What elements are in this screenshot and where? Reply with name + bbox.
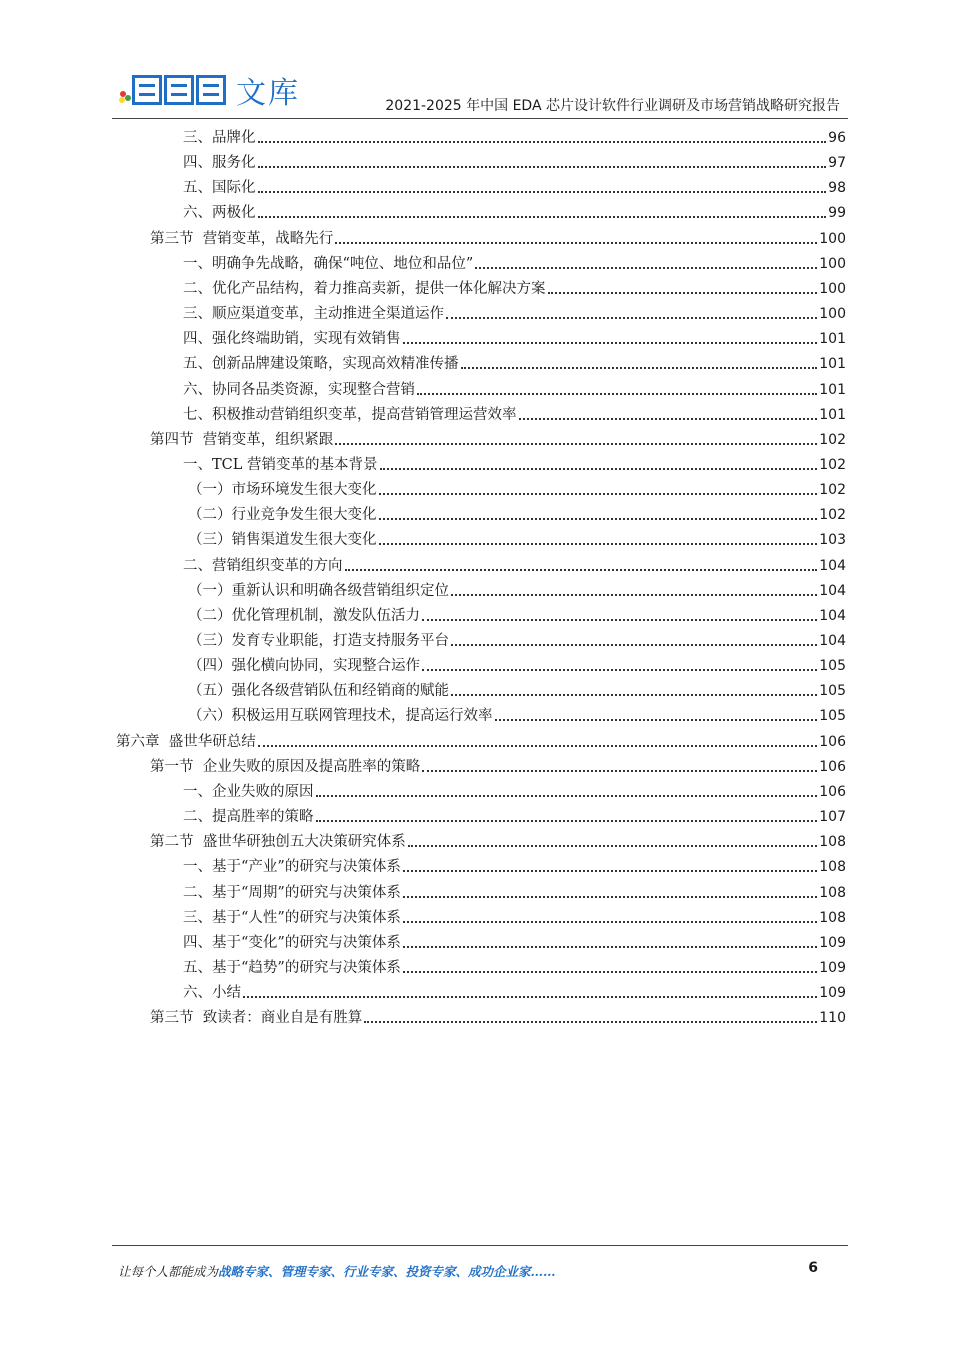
toc-entry[interactable]: [183, 380, 846, 400]
page-number: 6: [808, 1260, 818, 1276]
toc-entry-page: 108: [819, 884, 846, 901]
toc-entry-label: 第六章 盛世华研总结: [116, 733, 256, 750]
toc-entry-label: 二、优化产品结构，着力推高卖新，提供一体化解决方案: [183, 280, 546, 297]
toc-entry-page: 105: [819, 708, 846, 725]
toc-entry-page: 104: [819, 633, 846, 649]
footer-emphasis: 战略专家、管理专家、行业专家、投资专家、成功企业家……: [218, 1264, 556, 1279]
toc-entry-label: 一、明确争先战略，确保“吨位、地位和品位”: [183, 255, 474, 272]
toc-leader: [243, 996, 817, 998]
toc-entry[interactable]: [183, 279, 846, 299]
toc-entry-label: 三、品牌化: [183, 130, 256, 146]
toc-entry[interactable]: [188, 681, 846, 701]
toc-entry[interactable]: [183, 128, 846, 148]
toc-leader: [417, 393, 817, 395]
toc-leader: [461, 367, 818, 369]
logo-dot-green: [125, 95, 131, 101]
toc-entry-page: 106: [819, 733, 846, 750]
toc-leader: [451, 644, 817, 646]
toc-entry-page: 101: [819, 356, 846, 373]
toc-entry-label: 五、创新品牌建设策略，实现高效精准传播: [183, 356, 459, 373]
toc-entry-page: 100: [819, 230, 846, 247]
toc-entry-page: 105: [819, 658, 846, 675]
logo-dot-yellow: [119, 97, 125, 103]
toc-leader: [364, 1021, 817, 1023]
toc-leader: [258, 166, 827, 168]
toc-entry-page: 101: [819, 331, 846, 348]
toc-leader: [316, 795, 818, 797]
toc-leader: [451, 594, 817, 596]
toc-leader: [548, 292, 818, 294]
toc-entry[interactable]: [183, 203, 846, 223]
toc-entry[interactable]: [183, 455, 846, 475]
toc-leader: [403, 971, 817, 973]
logo-dots: [118, 75, 132, 105]
toc-entry-page: 107: [819, 809, 846, 826]
toc-entry[interactable]: [188, 581, 846, 601]
toc-leader: [403, 921, 817, 923]
toc-leader: [379, 543, 818, 545]
toc-entry-label: 第二节 盛世华研独创五大决策研究体系: [150, 834, 406, 851]
toc-leader: [451, 694, 817, 696]
toc-entry[interactable]: [183, 883, 846, 903]
logo-mark-icon: [132, 75, 226, 105]
toc-entry[interactable]: [150, 229, 846, 249]
footer-slogan: [118, 1262, 556, 1280]
toc-entry-page: 97: [828, 155, 846, 172]
toc-entry[interactable]: [183, 983, 846, 1003]
toc-entry-label: （三）发育专业职能，打造支持服务平台: [188, 633, 449, 649]
toc-entry-label: 四、基于“变化”的研究与决策体系: [183, 934, 401, 951]
toc-entry-page: 109: [819, 985, 846, 1002]
toc-entry-page: 108: [819, 859, 846, 876]
header-divider: [112, 118, 848, 119]
toc-entry-page: 108: [819, 834, 846, 851]
toc-leader: [335, 242, 817, 244]
toc-entry[interactable]: [183, 908, 846, 928]
toc-leader: [403, 946, 817, 948]
toc-entry-label: 三、顺应渠道变革，主动推进全渠道运作: [183, 306, 444, 323]
toc-entry[interactable]: [150, 832, 846, 852]
toc-entry-label: 一、基于“产业”的研究与决策体系: [183, 859, 401, 876]
toc-entry[interactable]: [188, 631, 846, 651]
toc-entry[interactable]: [183, 329, 846, 349]
toc-entry-label: （五）强化各级营销队伍和经销商的赋能: [188, 683, 449, 700]
toc-entry-page: 104: [819, 582, 846, 599]
report-title: 2021-2025 年中国 EDA 芯片设计软件行业调研及市场营销战略研究报告: [385, 98, 840, 114]
toc-entry-label: 第三节 致读者：商业自是有胜算: [150, 1010, 363, 1027]
toc-leader: [422, 619, 817, 621]
toc-entry-label: 四、服务化: [183, 155, 256, 172]
toc-entry[interactable]: [188, 480, 846, 500]
toc-entry[interactable]: [183, 178, 846, 198]
toc-entry-label: （一）重新认识和明确各级营销组织定位: [188, 582, 449, 599]
toc-entry-label: （二）行业竞争发生很大变化: [188, 507, 377, 524]
toc-leader: [258, 191, 827, 193]
toc-entry-page: 99: [828, 205, 846, 222]
toc-entry[interactable]: [150, 1008, 846, 1028]
toc-entry-label: 第四节 营销变革，组织紧跟: [150, 431, 334, 448]
toc-leader: [379, 493, 818, 495]
toc-entry[interactable]: [183, 933, 846, 953]
toc-leader: [403, 870, 817, 872]
toc-entry-label: 一、TCL 营销变革的基本背景: [183, 456, 378, 473]
footer-prefix: 让每个人都能成为: [118, 1264, 219, 1279]
toc-entry[interactable]: [183, 304, 846, 324]
toc-leader: [335, 443, 817, 445]
toc-entry[interactable]: [188, 656, 846, 676]
toc-entry-page: 110: [819, 1010, 846, 1027]
toc-entry-label: （六）积极运用互联网管理技术，提高运行效率: [188, 708, 493, 725]
toc-entry-label: 六、小结: [183, 985, 241, 1002]
toc-leader: [446, 317, 817, 319]
toc-entry[interactable]: [183, 254, 846, 274]
toc-entry-page: 100: [819, 306, 846, 323]
toc-leader: [380, 468, 818, 470]
toc-leader: [403, 342, 818, 344]
logo-text: 文库: [236, 76, 300, 111]
toc-entry-label: 四、强化终端助销，实现有效销售: [183, 331, 401, 348]
toc-entry-page: 98: [828, 180, 846, 197]
toc-entry[interactable]: [183, 782, 846, 802]
toc-leader: [258, 141, 827, 143]
toc-entry-label: 一、企业失败的原因: [183, 783, 314, 800]
toc-leader: [422, 770, 817, 772]
toc-leader: [316, 820, 818, 822]
toc-entry-page: 109: [819, 959, 846, 976]
toc-leader: [495, 719, 818, 721]
toc-entry-label: 二、基于“周期”的研究与决策体系: [183, 884, 401, 901]
toc-leader: [519, 418, 818, 420]
toc-entry[interactable]: [183, 958, 846, 978]
toc-entry-page: 106: [819, 783, 846, 800]
toc-entry[interactable]: [188, 706, 846, 726]
toc-entry-label: 五、基于“趋势”的研究与决策体系: [183, 959, 401, 976]
toc-leader: [379, 518, 818, 520]
toc-entry-page: 106: [819, 758, 846, 775]
toc-entry-label: 第三节 营销变革，战略先行: [150, 230, 334, 247]
toc-leader: [408, 845, 818, 847]
toc-entry[interactable]: [150, 430, 846, 450]
toc-entry-page: 102: [819, 431, 846, 448]
toc-leader: [422, 669, 817, 671]
toc-entry-page: 102: [819, 507, 846, 524]
toc-entry-label: 六、协同各品类资源，实现整合营销: [183, 381, 415, 398]
toc-entry[interactable]: [116, 732, 846, 752]
toc-entry-page: 102: [819, 456, 846, 473]
toc-entry-label: （四）强化横向协同，实现整合运作: [188, 658, 420, 675]
toc-entry-label: 七、积极推动营销组织变革，提高营销管理运营效率: [183, 406, 517, 423]
footer-divider: [112, 1245, 848, 1246]
toc-entry-label: 三、基于“人性”的研究与决策体系: [183, 909, 401, 926]
toc-entry-page: 104: [819, 607, 846, 624]
toc-entry[interactable]: [183, 405, 846, 425]
toc-leader: [258, 745, 818, 747]
toc-entry-page: 96: [828, 130, 846, 146]
toc-entry-page: 103: [819, 532, 846, 549]
toc-entry-page: 108: [819, 909, 846, 926]
toc-leader: [345, 569, 818, 571]
toc-entry[interactable]: [188, 505, 846, 525]
toc-entry-label: 二、提高胜率的策略: [183, 809, 314, 826]
toc-entry-label: （二）优化管理机制，激发队伍活力: [188, 607, 420, 624]
toc-entry[interactable]: [183, 857, 846, 877]
toc-entry-label: 五、国际化: [183, 180, 256, 197]
toc-entry-page: 104: [819, 557, 846, 574]
toc-entry-page: 101: [819, 406, 846, 423]
toc-entry-page: 109: [819, 934, 846, 951]
toc-entry-page: 100: [819, 255, 846, 272]
toc-entry[interactable]: [188, 530, 846, 550]
toc-entry[interactable]: [183, 807, 846, 827]
toc-entry-page: 101: [819, 381, 846, 398]
toc-leader: [475, 267, 817, 269]
toc-entry-page: 102: [819, 482, 846, 499]
brand-logo: [118, 70, 300, 110]
toc-entry-page: 100: [819, 280, 846, 297]
toc-entry[interactable]: [183, 354, 846, 374]
toc-entry-label: 第一节 企业失败的原因及提高胜率的策略: [150, 758, 421, 775]
toc-entry[interactable]: [188, 606, 846, 626]
toc-entry-label: 六、两极化: [183, 205, 256, 222]
toc-leader: [403, 896, 817, 898]
toc-entry-label: （一）市场环境发生很大变化: [188, 482, 377, 499]
toc-entry[interactable]: [150, 757, 846, 777]
toc-entry[interactable]: [183, 153, 846, 173]
toc-entry-label: 二、营销组织变革的方向: [183, 557, 343, 574]
toc-entry[interactable]: [183, 556, 846, 576]
toc-entry-page: 105: [819, 683, 846, 700]
toc-entry-label: （三）销售渠道发生很大变化: [188, 532, 377, 549]
toc-leader: [258, 216, 827, 218]
